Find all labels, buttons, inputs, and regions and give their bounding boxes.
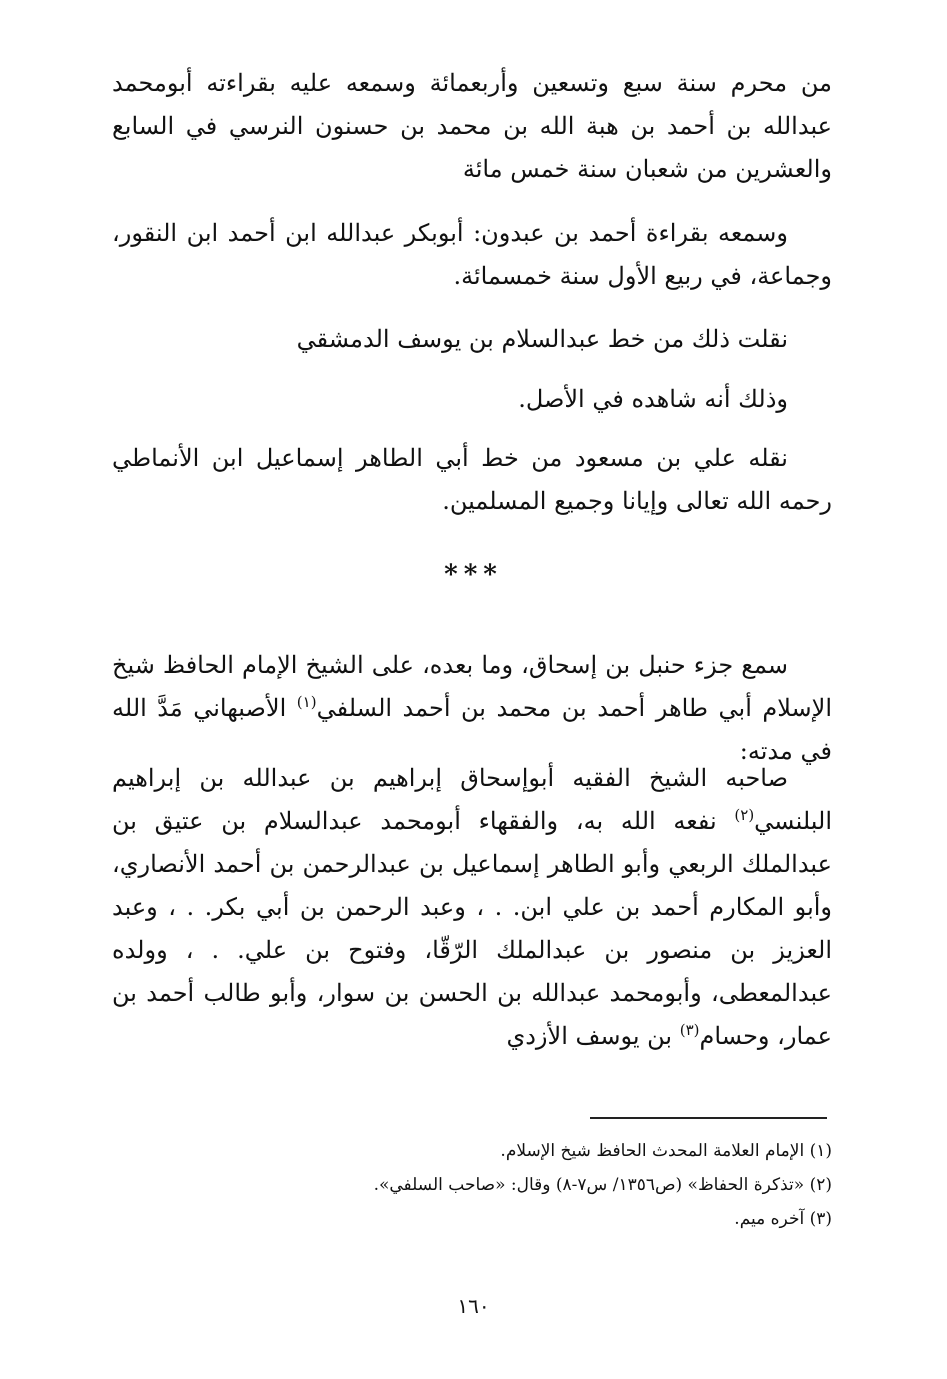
footnote-ref-2: (٢) xyxy=(734,806,755,824)
paragraph-7-text-start: صاحبه الشيخ الفقيه أبوإسحاق إبراهيم بن عبدالله بن إبراهيم البلنسي xyxy=(112,764,832,835)
paragraph-2 xyxy=(112,212,832,298)
paragraph-7 xyxy=(112,757,832,1058)
footnote-ref-3: (٣) xyxy=(679,1021,700,1039)
paragraph-6 xyxy=(112,644,832,773)
page-number: ١٦٠ xyxy=(457,1294,490,1318)
footnote-ref-1: (١) xyxy=(296,693,317,711)
footnote-3: (٣) آخره ميم. xyxy=(734,1209,832,1229)
paragraph-4 xyxy=(112,378,832,421)
paragraph-2-text: وسمعه بقراءة أحمد بن عبدون: أبوبكر عبدالله ابن أحمد ابن النقور، وجماعة، في ربيع الأول سنة خمسمائة. xyxy=(112,219,832,290)
footnote-separator xyxy=(590,1117,827,1119)
paragraph-4-text: وذلك أنه شاهده في الأصل. xyxy=(518,385,788,413)
footnote-1: (١) الإمام العلامة المحدث الحافظ شيخ الإسلام. xyxy=(500,1141,832,1161)
paragraph-6-text-end: الأصبهاني مَدَّ الله في مدته: xyxy=(112,694,832,765)
footnote-2: (٢) «تذكرة الحفاظ» (ص١٣٥٦/ س٧-٨) وقال: «صاحب السلفي». xyxy=(373,1175,832,1195)
paragraph-5 xyxy=(112,437,832,523)
footnotes xyxy=(112,1134,832,1236)
section-divider: *** xyxy=(444,560,503,590)
paragraph-5-text: نقله علي بن مسعود من خط أبي الطاهر إسماعيل ابن الأنماطي رحمه الله تعالى وإيانا وجميع المسلمين. xyxy=(112,444,832,515)
paragraph-1 xyxy=(112,62,832,191)
paragraph-7-text-end: بن يوسف الأزدي xyxy=(506,1022,680,1050)
paragraph-3-text: نقلت ذلك من خط عبدالسلام بن يوسف الدمشقي xyxy=(296,325,788,353)
paragraph-6-text-start: سمع جزء حنبل بن إسحاق، وما بعده، على الشيخ الإمام الحافظ شيخ الإسلام أبي طاهر أحمد بن محمد بن أحمد السلفي xyxy=(112,651,832,722)
paragraph-1-text: من محرم سنة سبع وتسعين وأربعمائة وسمعه عليه بقراءته أبومحمد عبدالله بن أحمد بن هبة الله بن محمد بن حسنون النرسي في السابع والعشرين من شعبان سنة خمس مائة xyxy=(112,69,832,183)
paragraph-3 xyxy=(112,318,832,361)
paragraph-7-text-middle: نفعه الله به، والفقهاء أبومحمد عبدالسلام بن عتيق بن عبدالملك الربعي وأبو الطاهر إسماعيل بن عبدالرحمن بن أحمد الأنصاري، وأبو المكارم أحمد بن علي ابن. . ، وعبد الرحمن بن أبي بكر. . ، وعبد العزيز بن منصور بن عبدالملك الرّقّا، وفتوح بن علي. . ، وولده عبدالمعطى، وأبومحمد عبدالله بن الحسن بن سوار، وأبو طالب أحمد بن عمار، وحسام xyxy=(112,807,833,1050)
